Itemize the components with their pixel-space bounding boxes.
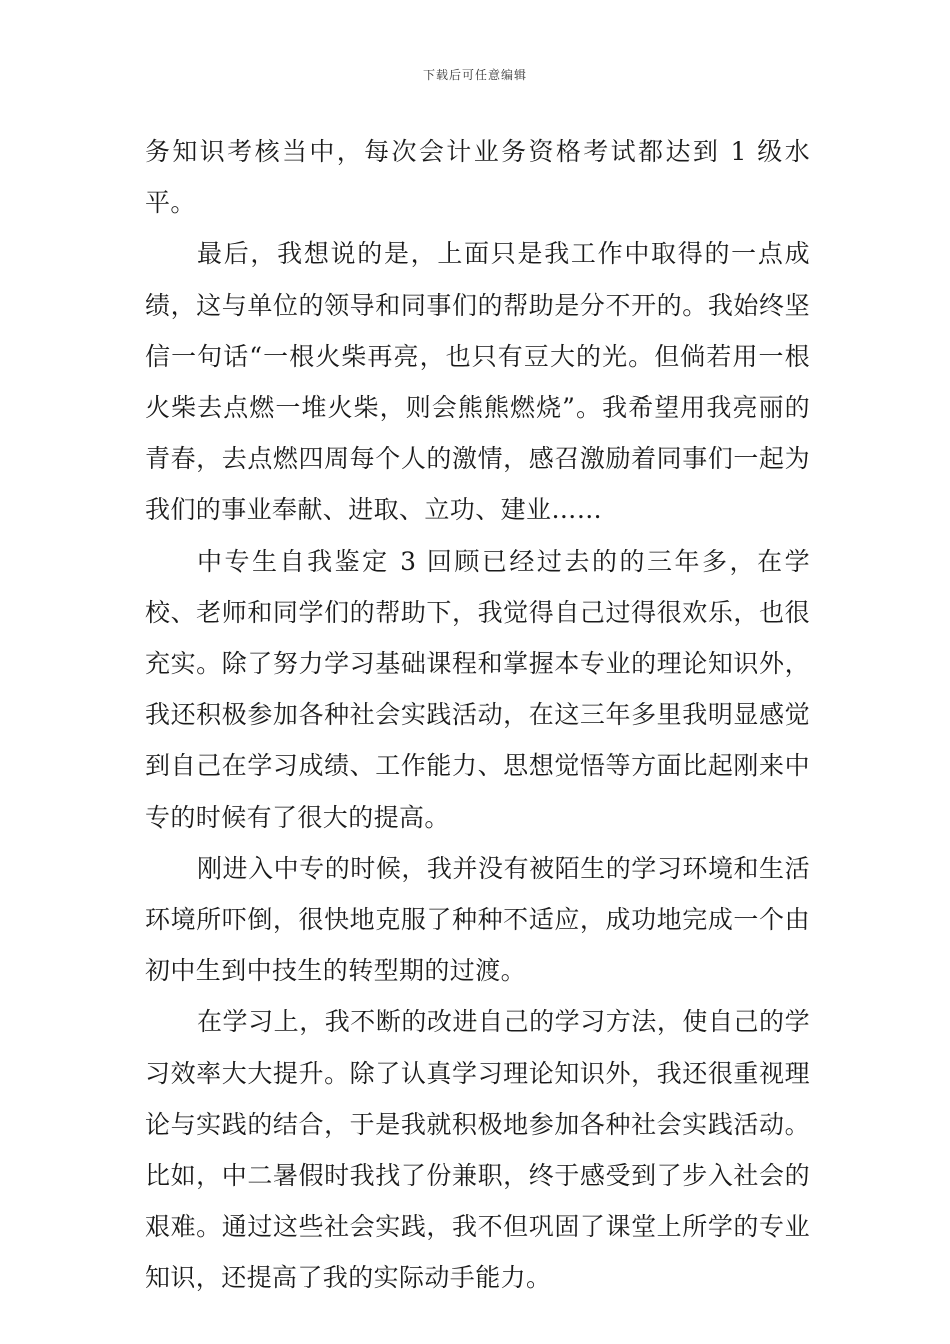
paragraph-study: 在学习上，我不断的改进自己的学习方法，使自己的学习效率大大提升。除了认真学习理论知识外，我还很重视理论与实践的结合，于是我就积极地参加各种社会实践活动。比如，中二暑假时我找了份兼职，终于感受到了步入社会的艰难。通过这些社会实践，我不但巩固了课堂上所学的专业知识，还提高了我的实际动手能力。 <box>145 1007 810 1293</box>
paragraph-continuation: 务知识考核当中，每次会计业务资格考试都达到 1 级水平。 <box>145 137 810 218</box>
header-note: 下载后可任意编辑 <box>422 68 527 82</box>
paragraph-entering-school: 刚进入中专的时候，我并没有被陌生的学习环境和生活环境所吓倒，很快地克服了种种不适应，成功地完成一个由初中生到中技生的转型期的过渡。 <box>145 853 810 986</box>
document-body <box>145 126 810 1304</box>
paragraph-closing-remarks: 最后，我想说的是，上面只是我工作中取得的一点成绩，这与单位的领导和同事们的帮助是分不开的。我始终坚信一句话“一根火柴再亮，也只有豆大的光。但倘若用一根火柴去点燃一堆火柴，则会熊熊燃烧”。我希望用我亮丽的青春，去点燃四周每个人的激情，感召激励着同事们一起为我们的事业奉献、进取、立功、建业…… <box>145 239 810 525</box>
paragraph-self-assessment-intro: 中专生自我鉴定 3 回顾已经过去的的三年多，在学校、老师和同学们的帮助下，我觉得自己过得很欢乐，也很充实。除了努力学习基础课程和掌握本专业的理论知识外，我还积极参加各种社会实践活动，在这三年多里我明显感觉到自己在学习成绩、工作能力、思想觉悟等方面比起刚来中专的时候有了很大的提高。 <box>145 546 810 832</box>
